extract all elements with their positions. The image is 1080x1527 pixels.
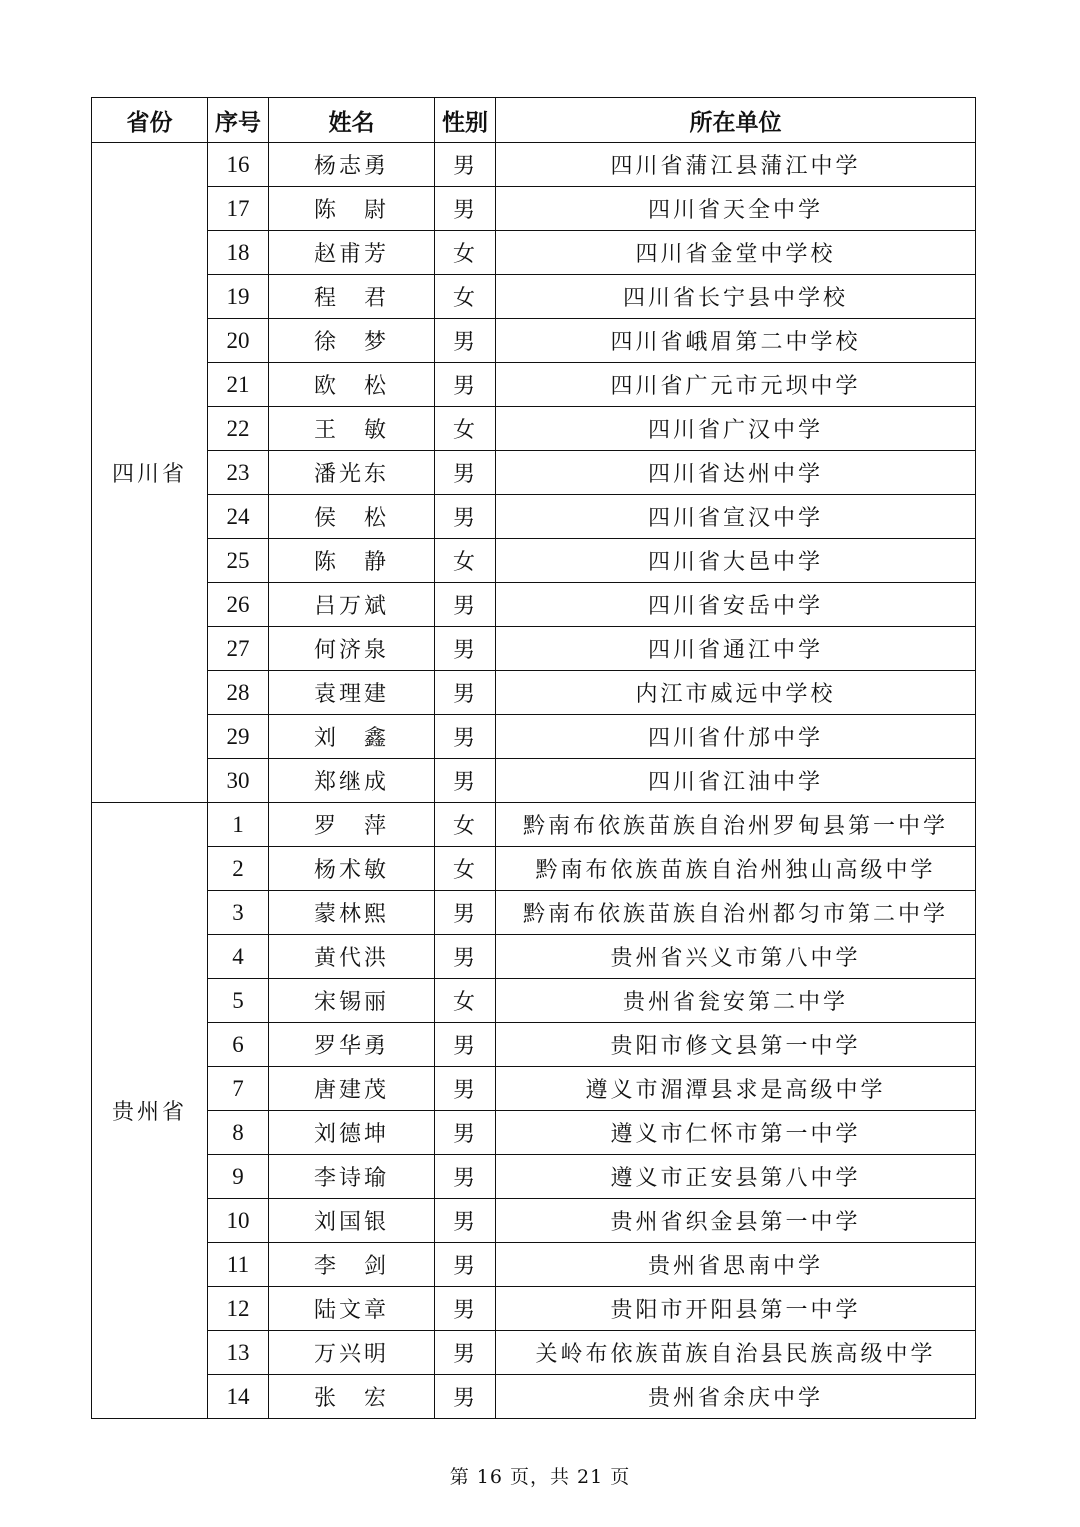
gender-cell: 女 <box>435 275 496 319</box>
table-row <box>92 275 976 319</box>
number-cell: 9 <box>208 1155 269 1199</box>
gender-cell: 男 <box>435 1287 496 1331</box>
header-name: 姓名 <box>269 98 435 143</box>
gender-cell: 女 <box>435 847 496 891</box>
number-cell: 4 <box>208 935 269 979</box>
table-row <box>92 319 976 363</box>
name-cell: 刘 鑫 <box>269 715 435 759</box>
unit-cell: 贵州省思南中学 <box>496 1243 976 1287</box>
number-cell: 28 <box>208 671 269 715</box>
page-footer: 第 16 页，共 21 页 <box>449 1466 631 1488</box>
gender-cell: 男 <box>435 1331 496 1375</box>
table-row <box>92 715 976 759</box>
gender-cell: 女 <box>435 231 496 275</box>
unit-cell: 四川省通江中学 <box>496 627 976 671</box>
unit-cell: 四川省宣汉中学 <box>496 495 976 539</box>
table-row <box>92 671 976 715</box>
number-cell: 10 <box>208 1199 269 1243</box>
gender-cell: 男 <box>435 891 496 935</box>
name-cell: 杨志勇 <box>269 143 435 187</box>
table-row <box>92 759 976 803</box>
name-cell: 罗 萍 <box>269 803 435 847</box>
name-cell: 潘光东 <box>269 451 435 495</box>
number-cell: 26 <box>208 583 269 627</box>
unit-cell: 四川省广汉中学 <box>496 407 976 451</box>
name-cell: 程 君 <box>269 275 435 319</box>
name-cell: 罗华勇 <box>269 1023 435 1067</box>
gender-cell: 男 <box>435 363 496 407</box>
gender-cell: 男 <box>435 1023 496 1067</box>
name-cell: 黄代洪 <box>269 935 435 979</box>
gender-cell: 男 <box>435 759 496 803</box>
number-cell: 19 <box>208 275 269 319</box>
name-cell: 欧 松 <box>269 363 435 407</box>
unit-cell: 四川省蒲江县蒲江中学 <box>496 143 976 187</box>
table-row <box>92 407 976 451</box>
gender-cell: 女 <box>435 539 496 583</box>
name-cell: 袁理建 <box>269 671 435 715</box>
gender-cell: 男 <box>435 495 496 539</box>
number-cell: 14 <box>208 1375 269 1419</box>
number-cell: 30 <box>208 759 269 803</box>
header-row <box>92 98 976 143</box>
table-row <box>92 451 976 495</box>
unit-cell: 四川省长宁县中学校 <box>496 275 976 319</box>
gender-cell: 女 <box>435 979 496 1023</box>
unit-cell: 黔南布依族苗族自治州独山高级中学 <box>496 847 976 891</box>
number-cell: 24 <box>208 495 269 539</box>
number-cell: 8 <box>208 1111 269 1155</box>
number-cell: 1 <box>208 803 269 847</box>
gender-cell: 男 <box>435 143 496 187</box>
number-cell: 16 <box>208 143 269 187</box>
number-cell: 11 <box>208 1243 269 1287</box>
name-cell: 吕万斌 <box>269 583 435 627</box>
unit-cell: 四川省峨眉第二中学校 <box>496 319 976 363</box>
unit-cell: 贵州省兴义市第八中学 <box>496 935 976 979</box>
roster-body <box>92 143 976 1419</box>
name-cell: 陈 尉 <box>269 187 435 231</box>
unit-cell: 四川省安岳中学 <box>496 583 976 627</box>
number-cell: 2 <box>208 847 269 891</box>
number-cell: 29 <box>208 715 269 759</box>
table-row <box>92 1287 976 1331</box>
gender-cell: 女 <box>435 407 496 451</box>
province-cell: 四川省 <box>92 143 208 803</box>
gender-cell: 男 <box>435 715 496 759</box>
name-cell: 何济泉 <box>269 627 435 671</box>
unit-cell: 四川省大邑中学 <box>496 539 976 583</box>
name-cell: 陈 静 <box>269 539 435 583</box>
unit-cell: 四川省天全中学 <box>496 187 976 231</box>
number-cell: 3 <box>208 891 269 935</box>
number-cell: 21 <box>208 363 269 407</box>
name-cell: 李 剑 <box>269 1243 435 1287</box>
header-number: 序号 <box>208 98 269 143</box>
name-cell: 宋锡丽 <box>269 979 435 1023</box>
unit-cell: 贵阳市修文县第一中学 <box>496 1023 976 1067</box>
gender-cell: 男 <box>435 1067 496 1111</box>
table-row <box>92 583 976 627</box>
gender-cell: 男 <box>435 935 496 979</box>
number-cell: 5 <box>208 979 269 1023</box>
unit-cell: 遵义市正安县第八中学 <box>496 1155 976 1199</box>
table-row <box>92 231 976 275</box>
number-cell: 17 <box>208 187 269 231</box>
unit-cell: 四川省江油中学 <box>496 759 976 803</box>
gender-cell: 男 <box>435 451 496 495</box>
unit-cell: 黔南布依族苗族自治州罗甸县第一中学 <box>496 803 976 847</box>
number-cell: 20 <box>208 319 269 363</box>
gender-cell: 男 <box>435 187 496 231</box>
name-cell: 徐 梦 <box>269 319 435 363</box>
gender-cell: 男 <box>435 627 496 671</box>
unit-cell: 内江市威远中学校 <box>496 671 976 715</box>
name-cell: 蒙林熙 <box>269 891 435 935</box>
table-row <box>92 1243 976 1287</box>
unit-cell: 贵州省余庆中学 <box>496 1375 976 1419</box>
number-cell: 12 <box>208 1287 269 1331</box>
table-row <box>92 187 976 231</box>
name-cell: 唐建茂 <box>269 1067 435 1111</box>
gender-cell: 男 <box>435 1375 496 1419</box>
table-row <box>92 363 976 407</box>
table-row <box>92 803 976 847</box>
table-row <box>92 891 976 935</box>
number-cell: 18 <box>208 231 269 275</box>
table-row <box>92 495 976 539</box>
unit-cell: 遵义市湄潭县求是高级中学 <box>496 1067 976 1111</box>
unit-cell: 遵义市仁怀市第一中学 <box>496 1111 976 1155</box>
gender-cell: 女 <box>435 803 496 847</box>
gender-cell: 男 <box>435 1243 496 1287</box>
unit-cell: 贵州省织金县第一中学 <box>496 1199 976 1243</box>
table-row <box>92 847 976 891</box>
roster-table <box>91 97 976 1419</box>
unit-cell: 关岭布依族苗族自治县民族高级中学 <box>496 1331 976 1375</box>
unit-cell: 四川省金堂中学校 <box>496 231 976 275</box>
table-row <box>92 935 976 979</box>
table-row <box>92 1155 976 1199</box>
table-row <box>92 539 976 583</box>
table-row <box>92 1111 976 1155</box>
number-cell: 6 <box>208 1023 269 1067</box>
gender-cell: 男 <box>435 583 496 627</box>
name-cell: 赵甫芳 <box>269 231 435 275</box>
number-cell: 25 <box>208 539 269 583</box>
gender-cell: 男 <box>435 319 496 363</box>
name-cell: 侯 松 <box>269 495 435 539</box>
table-row <box>92 979 976 1023</box>
province-cell: 贵州省 <box>92 803 208 1419</box>
name-cell: 杨术敏 <box>269 847 435 891</box>
gender-cell: 男 <box>435 1111 496 1155</box>
number-cell: 27 <box>208 627 269 671</box>
table-row <box>92 1375 976 1419</box>
header-province: 省份 <box>92 98 208 143</box>
gender-cell: 男 <box>435 671 496 715</box>
unit-cell: 四川省什邡中学 <box>496 715 976 759</box>
name-cell: 刘国银 <box>269 1199 435 1243</box>
number-cell: 22 <box>208 407 269 451</box>
header-gender: 性别 <box>435 98 496 143</box>
name-cell: 刘德坤 <box>269 1111 435 1155</box>
name-cell: 张 宏 <box>269 1375 435 1419</box>
gender-cell: 男 <box>435 1155 496 1199</box>
table-row <box>92 627 976 671</box>
unit-cell: 四川省达州中学 <box>496 451 976 495</box>
name-cell: 陆文章 <box>269 1287 435 1331</box>
unit-cell: 黔南布依族苗族自治州都匀市第二中学 <box>496 891 976 935</box>
table-row <box>92 143 976 187</box>
unit-cell: 贵阳市开阳县第一中学 <box>496 1287 976 1331</box>
name-cell: 王 敏 <box>269 407 435 451</box>
table-row <box>92 1331 976 1375</box>
unit-cell: 四川省广元市元坝中学 <box>496 363 976 407</box>
number-cell: 13 <box>208 1331 269 1375</box>
name-cell: 郑继成 <box>269 759 435 803</box>
header-unit: 所在单位 <box>496 98 976 143</box>
unit-cell: 贵州省瓮安第二中学 <box>496 979 976 1023</box>
name-cell: 万兴明 <box>269 1331 435 1375</box>
name-cell: 李诗瑜 <box>269 1155 435 1199</box>
table-row <box>92 1067 976 1111</box>
table-row <box>92 1023 976 1067</box>
number-cell: 23 <box>208 451 269 495</box>
table-row <box>92 1199 976 1243</box>
gender-cell: 男 <box>435 1199 496 1243</box>
number-cell: 7 <box>208 1067 269 1111</box>
